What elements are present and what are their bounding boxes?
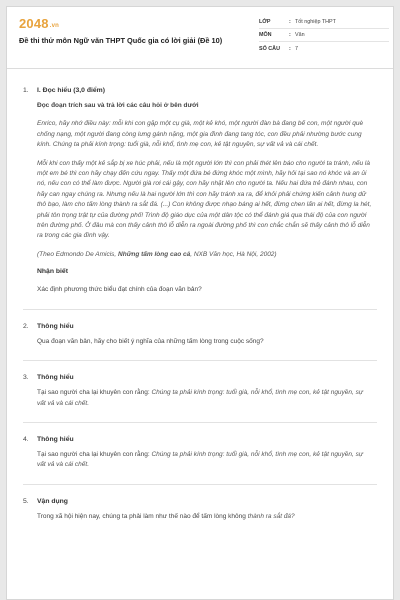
- passage-paragraph: Enrico, hãy nhớ điều này: mỗi khi con gặp một cụ già, một kẻ khó, một người đàn bà đang bế con, một người què chống nạng, một người đang còng lưng gánh nặng, một gia đình đang tang tóc, con đều phải nhường bước cung kính. Chúng ta phải kính trọng: tuổi già, nỗi khổ, tình mẹ con, kẻ tật nguyền, sự vất vả và cái chết.: [37, 120, 364, 149]
- question-text: Tại sao người cha lại khuyên con rằng: Chúng ta phải kính trọng: tuổi già, nỗi khổ, tình mẹ con, kẻ tật nguyền, sự vất vả và cái chết.: [37, 450, 364, 469]
- question-number: 1.: [23, 87, 29, 94]
- question-text: Qua đoạn văn bản, hãy cho biết ý nghĩa của những tấm lòng trong cuộc sống?: [37, 337, 264, 345]
- question-number: 5.: [23, 497, 29, 505]
- question-label: Thông hiểu: [37, 435, 74, 443]
- passage-source: (Theo Edmondo De Amicis, Những tấm lòng cao cả, NXB Văn học, Hà Nội, 2002): [37, 250, 277, 258]
- page-header: [7, 7, 393, 69]
- meta-row-subject: MÔN : Văn: [259, 29, 389, 42]
- question-5: [23, 498, 377, 522]
- question-label: Thông hiểu: [37, 322, 74, 330]
- exam-page: [6, 6, 394, 600]
- question-label: I. Đọc hiểu (3,0 điểm): [37, 87, 105, 94]
- meta-row-class: LỚP : Tốt nghiệp THPT: [259, 16, 389, 29]
- question-4: [23, 436, 377, 471]
- question-number: 4.: [23, 435, 29, 443]
- question-number: 3.: [23, 374, 29, 382]
- question-level: Nhận biết: [37, 268, 68, 276]
- divider: [23, 360, 377, 361]
- question-text: Xác định phương thức biểu đạt chính của đoạn văn bản?: [37, 286, 202, 294]
- question-label: Vận dụng: [37, 497, 68, 505]
- question-2: [23, 323, 377, 347]
- question-text: Trong xã hội hiện nay, chúng ta phải làm như thế nào để tấm lòng không thành ra sắt đá?: [37, 512, 295, 520]
- exam-body: [7, 69, 393, 522]
- exam-meta: [259, 16, 389, 55]
- passage-paragraph: Mỗi khi con thấy một kẻ sắp bị xe húc phải, nếu là một người lớn thì con phải thét lên báo cho người ta tránh, nếu là một em bé thì con hãy chạy đến cứu ngay. Thấy một đứa bé đứng khóc một mình, hãy hỏi tại sao nó khóc và an ủi nó, nếu con có thể làm được. Người già rơi cái gậy, con hãy nhặt lên cho người ta. Nếu hai đứa trẻ đánh nhau, con hãy can ngay chúng ra. Nhưng nếu là hai người lớn thì con hãy tránh xa ra, để khỏi phải chứng kiến cảnh hung dữ thô bạo, làm cho tấm lòng thành ra sắt đá. (...) Con không được nhạo báng ai hết, đừng chen lấn ai hết, đừng la hét, phải tôn trọng trật tự của đường phố! Trình độ giáo dục của một dân tộc có thể đánh giá qua thái độ của con người trên đường phố. Ở đâu mà con thấy cảnh thô lỗ diễn ra ngoài đường phố thì con chắc chắn sẽ thấy cảnh thô lỗ diễn ra trong các gia đình vậy.: [37, 159, 372, 240]
- divider: [23, 484, 377, 485]
- question-number: 2.: [23, 322, 29, 330]
- meta-row-count: SỐ CÂU : 7: [259, 45, 298, 52]
- question-instruction: Đọc đoạn trích sau và trả lời các câu hỏi ở bên dưới: [37, 102, 199, 109]
- divider: [23, 422, 377, 423]
- question-label: Thông hiểu: [37, 374, 74, 382]
- exam-title: Đề thi thử môn Ngữ văn THPT Quốc gia có lời giải (Đề 10): [19, 36, 223, 45]
- site-logo[interactable]: 2048.vn: [19, 16, 60, 31]
- question-text: Tại sao người cha lại khuyên con rằng: Chúng ta phải kính trọng: tuổi già, nỗi khổ, tình mẹ con, kẻ tật nguyền, sự vất vả và cái chết.: [37, 389, 364, 407]
- question-3: [23, 374, 377, 409]
- divider: [23, 309, 377, 310]
- question-1: [23, 87, 377, 296]
